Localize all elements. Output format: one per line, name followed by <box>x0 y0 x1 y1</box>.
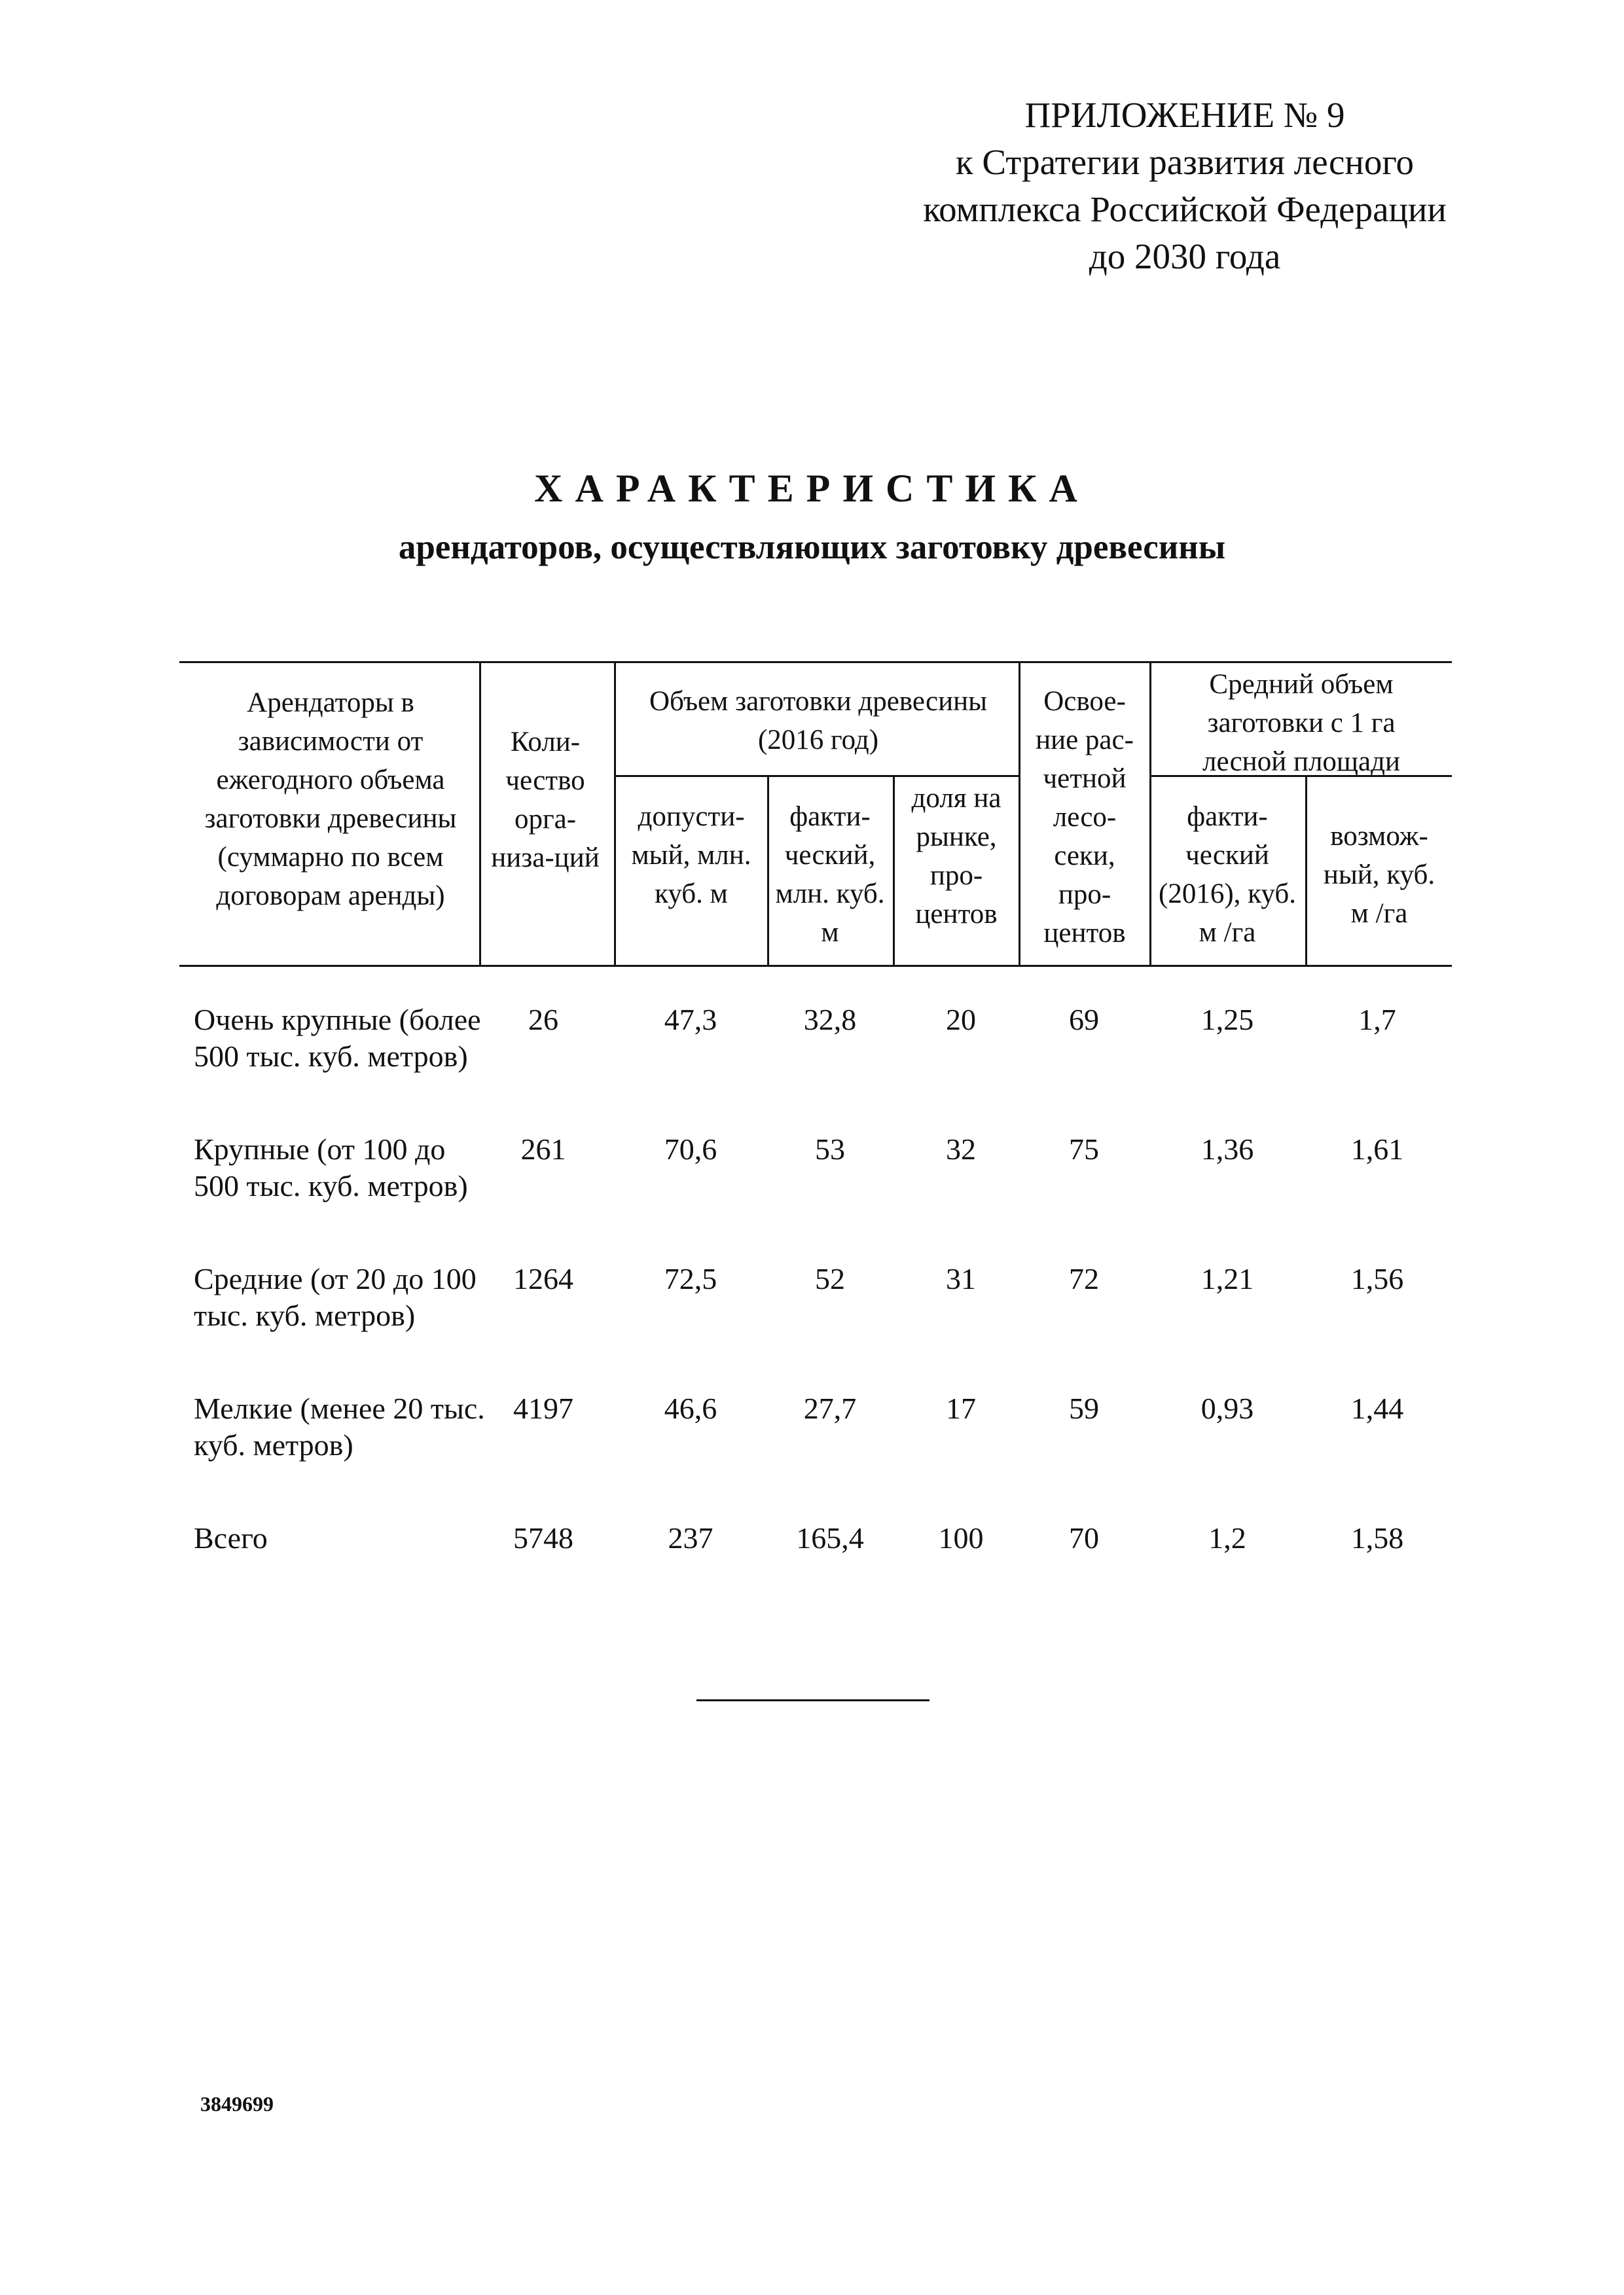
table-cell-development: 72 <box>1069 1262 1099 1295</box>
column-divider <box>614 661 616 966</box>
table-cell-count: 26 <box>528 1003 558 1036</box>
column-divider <box>1305 776 1307 966</box>
table-cell-avg-actual: 1,36 <box>1200 1132 1254 1166</box>
table-cell-share: 31 <box>946 1262 976 1295</box>
appendix-line-4: до 2030 года <box>1089 236 1281 276</box>
table-cell-development: 59 <box>1069 1392 1099 1425</box>
table-cell-actual: 32,8 <box>803 1003 857 1036</box>
header-tenants: Арендаторы в зависимости от ежегодного объема заготовки древесины (суммарно по всем договорам аренды) <box>204 687 457 911</box>
table-cell-allowed: 70,6 <box>664 1132 717 1166</box>
table-cell-allowed: 237 <box>668 1521 713 1555</box>
table-cell-development: 69 <box>1069 1003 1099 1036</box>
table-row-label-total: Всего <box>194 1521 268 1555</box>
table-cell-count: 1264 <box>513 1262 573 1295</box>
table-cell-development: 70 <box>1069 1521 1099 1555</box>
table-cell-avg-possible: 1,58 <box>1350 1521 1404 1555</box>
table-cell-actual: 53 <box>815 1132 845 1166</box>
header-allowed-volume: допусти-мый, млн. куб. м <box>631 801 751 909</box>
document-title: ХАРАКТЕРИСТИКА <box>534 467 1090 510</box>
table-top-rule <box>179 661 1452 663</box>
table-cell-actual: 165,4 <box>796 1521 864 1555</box>
column-divider <box>479 661 481 966</box>
group-divider-volume <box>614 775 1020 777</box>
table-cell-avg-actual: 1,21 <box>1200 1262 1254 1295</box>
header-average-possible: возмож-ный, куб. м /га <box>1323 821 1435 929</box>
table-row-label: Мелкие (менее 20 тыс. куб. метров) <box>194 1392 485 1462</box>
table-cell-allowed: 47,3 <box>664 1003 717 1036</box>
column-divider <box>1019 661 1020 966</box>
appendix-line-3: комплекса Российской Федерации <box>923 189 1447 229</box>
header-organizations-count: Коли-чество орга-низа-ций <box>491 727 600 873</box>
column-divider <box>1149 661 1151 966</box>
table-cell-avg-actual: 1,25 <box>1200 1003 1254 1036</box>
table-row-label: Очень крупные (более 500 тыс. куб. метров) <box>194 1003 481 1073</box>
appendix-block <box>785 92 1584 280</box>
table-cell-allowed: 72,5 <box>664 1262 717 1295</box>
table-cell-actual: 52 <box>815 1262 845 1295</box>
table-cell-share: 17 <box>946 1392 976 1425</box>
table-cell-avg-actual: 1,2 <box>1208 1521 1246 1555</box>
header-actual-volume: факти-ческий, млн. куб. м <box>775 801 885 948</box>
table-row-label: Крупные (от 100 до 500 тыс. куб. метров) <box>194 1132 468 1202</box>
header-average-volume-group: Средний объем заготовки с 1 га лесной площади <box>1202 669 1401 777</box>
column-divider <box>893 776 895 966</box>
table-cell-development: 75 <box>1069 1132 1099 1166</box>
table-cell-share: 20 <box>946 1003 976 1036</box>
header-average-actual: факти-ческий (2016), куб. м /га <box>1159 801 1296 948</box>
table-cell-count: 4197 <box>513 1392 573 1425</box>
table-cell-avg-possible: 1,61 <box>1350 1132 1404 1166</box>
table-cell-avg-possible: 1,56 <box>1350 1262 1404 1295</box>
header-harvest-volume-group: Объем заготовки древесины (2016 год) <box>649 686 988 755</box>
table-cell-count: 5748 <box>513 1521 573 1555</box>
table-cell-count: 261 <box>520 1132 566 1166</box>
header-cutting-area-development: Освое-ние рас-четной лесо-секи, про-центов <box>1036 686 1134 949</box>
header-bottom-rule <box>179 965 1452 967</box>
end-rule <box>696 1699 929 1701</box>
table-cell-avg-possible: 1,44 <box>1350 1392 1404 1425</box>
table-cell-avg-actual: 0,93 <box>1200 1392 1254 1425</box>
document-subtitle: арендаторов, осуществляющих заготовку древесины <box>398 528 1226 566</box>
document-code: 3849699 <box>200 2092 274 2116</box>
table-row-label: Средние (от 20 до 100 тыс. куб. метров) <box>194 1262 477 1332</box>
header-market-share: доля на рынке, про-центов <box>911 783 1001 930</box>
column-divider <box>767 776 769 966</box>
table-cell-actual: 27,7 <box>803 1392 857 1425</box>
appendix-number: ПРИЛОЖЕНИЕ № 9 <box>1024 95 1345 135</box>
table-cell-allowed: 46,6 <box>664 1392 717 1425</box>
appendix-line-2: к Стратегии развития лесного <box>955 142 1415 182</box>
table-cell-share: 100 <box>938 1521 984 1555</box>
table-cell-avg-possible: 1,7 <box>1358 1003 1396 1036</box>
table-cell-share: 32 <box>946 1132 976 1166</box>
